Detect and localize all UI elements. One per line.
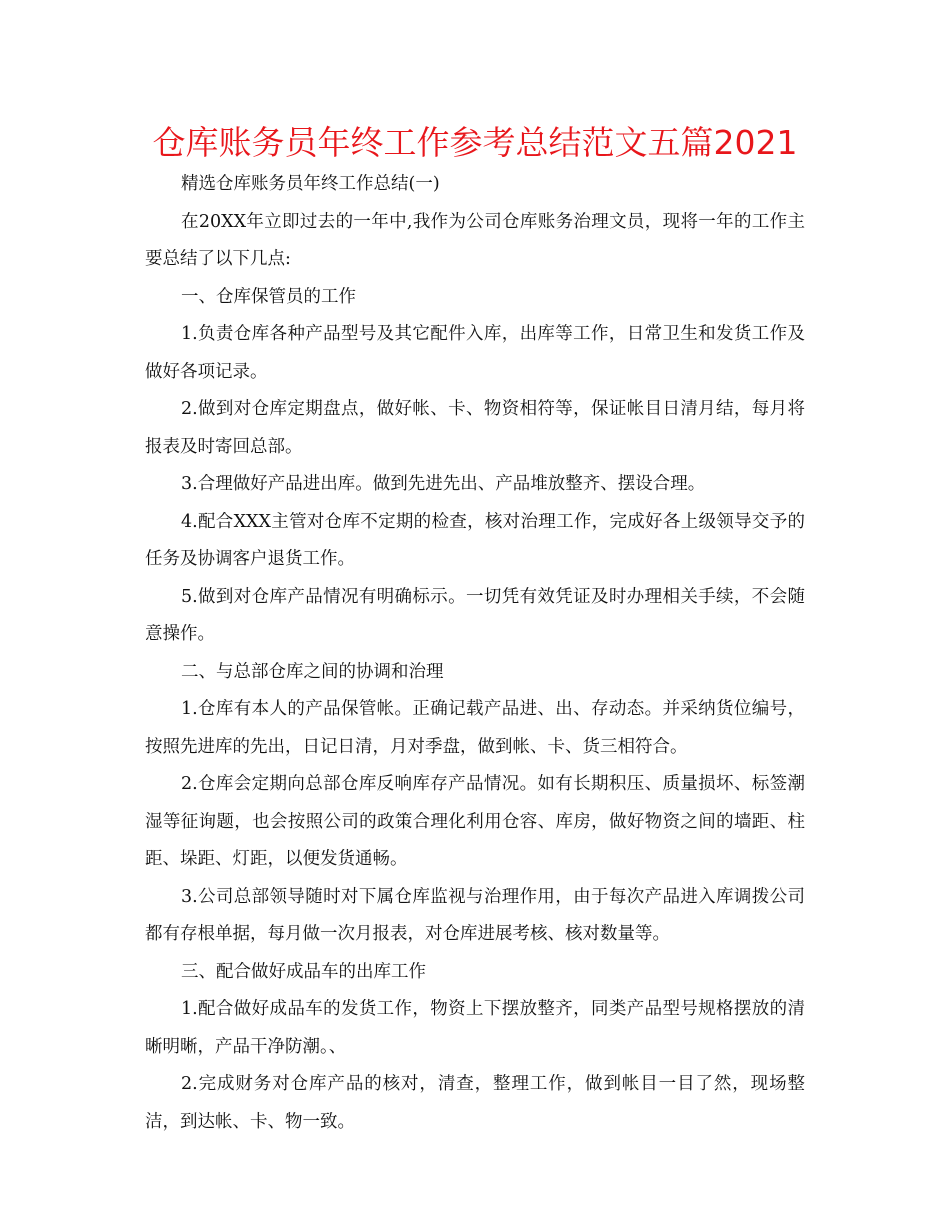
paragraph-1-1: 1.负责仓库各种产品型号及其它配件入库，出库等工作，日常卫生和发货工作及做好各项记录。 [145, 324, 805, 382]
document-title: 仓库账务员年终工作参考总结范文五篇2021 [152, 123, 798, 162]
paragraph-2-1: 1.仓库有本人的产品保管帐。正确记载产品进、出、存动态。并采纳货位编号，按照先进库的先出，日记日清，月对季盘，做到帐、卡、货三相符合。 [145, 699, 805, 757]
paragraph-2-3: 3.公司总部领导随时对下属仓库监视与治理作用，由于每次产品进入库调拨公司都有存根单据，每月做一次月报表，对仓库进展考核、核对数量等。 [145, 886, 805, 944]
paragraph-intro: 在20XX年立即过去的一年中,我作为公司仓库账务治理文员，现将一年的工作主要总结了以下几点: [145, 211, 805, 269]
paragraph-1-4: 4.配合XXX主管对仓库不定期的检查，核对治理工作，完成好各上级领导交予的任务及协调客户退货工作。 [145, 511, 805, 569]
paragraph-3-1: 1.配合做好成品车的发货工作，物资上下摆放整齐，同类产品型号规格摆放的清晰明晰，产品干净防潮。、 [145, 999, 805, 1057]
subheading-3: 三、配合做好成品车的出库工作 [181, 961, 426, 982]
paragraph-1-5: 5.做到对仓库产品情况有明确标示。一切凭有效凭证及时办理相关手续，不会随意操作。 [145, 586, 805, 644]
section-heading-1: 精选仓库账务员年终工作总结(一) [181, 174, 440, 194]
subheading-2: 二、与总部仓库之间的协调和治理 [181, 661, 444, 682]
paragraph-1-3: 3.合理做好产品进出库。做到先进先出、产品堆放整齐、摆设合理。 [181, 474, 706, 494]
paragraph-2-2: 2.仓库会定期向总部仓库反响库存产品情况。如有长期积压、质量损坏、标签潮湿等征询题，也会按照公司的政策合理化利用仓容、库房，做好物资之间的墙距、柱距、垛距、灯距，以便发货通畅。 [145, 774, 805, 869]
document-body [145, 166, 805, 1141]
paragraph-1-2: 2.做到对仓库定期盘点，做好帐、卡、物资相符等，保证帐目日清月结，每月将报表及时寄回总部。 [145, 399, 805, 457]
paragraph-3-2: 2.完成财务对仓库产品的核对，清查，整理工作，做到帐目一目了然，现场整洁，到达帐、卡、物一致。 [145, 1074, 805, 1132]
subheading-1: 一、仓库保管员的工作 [181, 286, 356, 307]
